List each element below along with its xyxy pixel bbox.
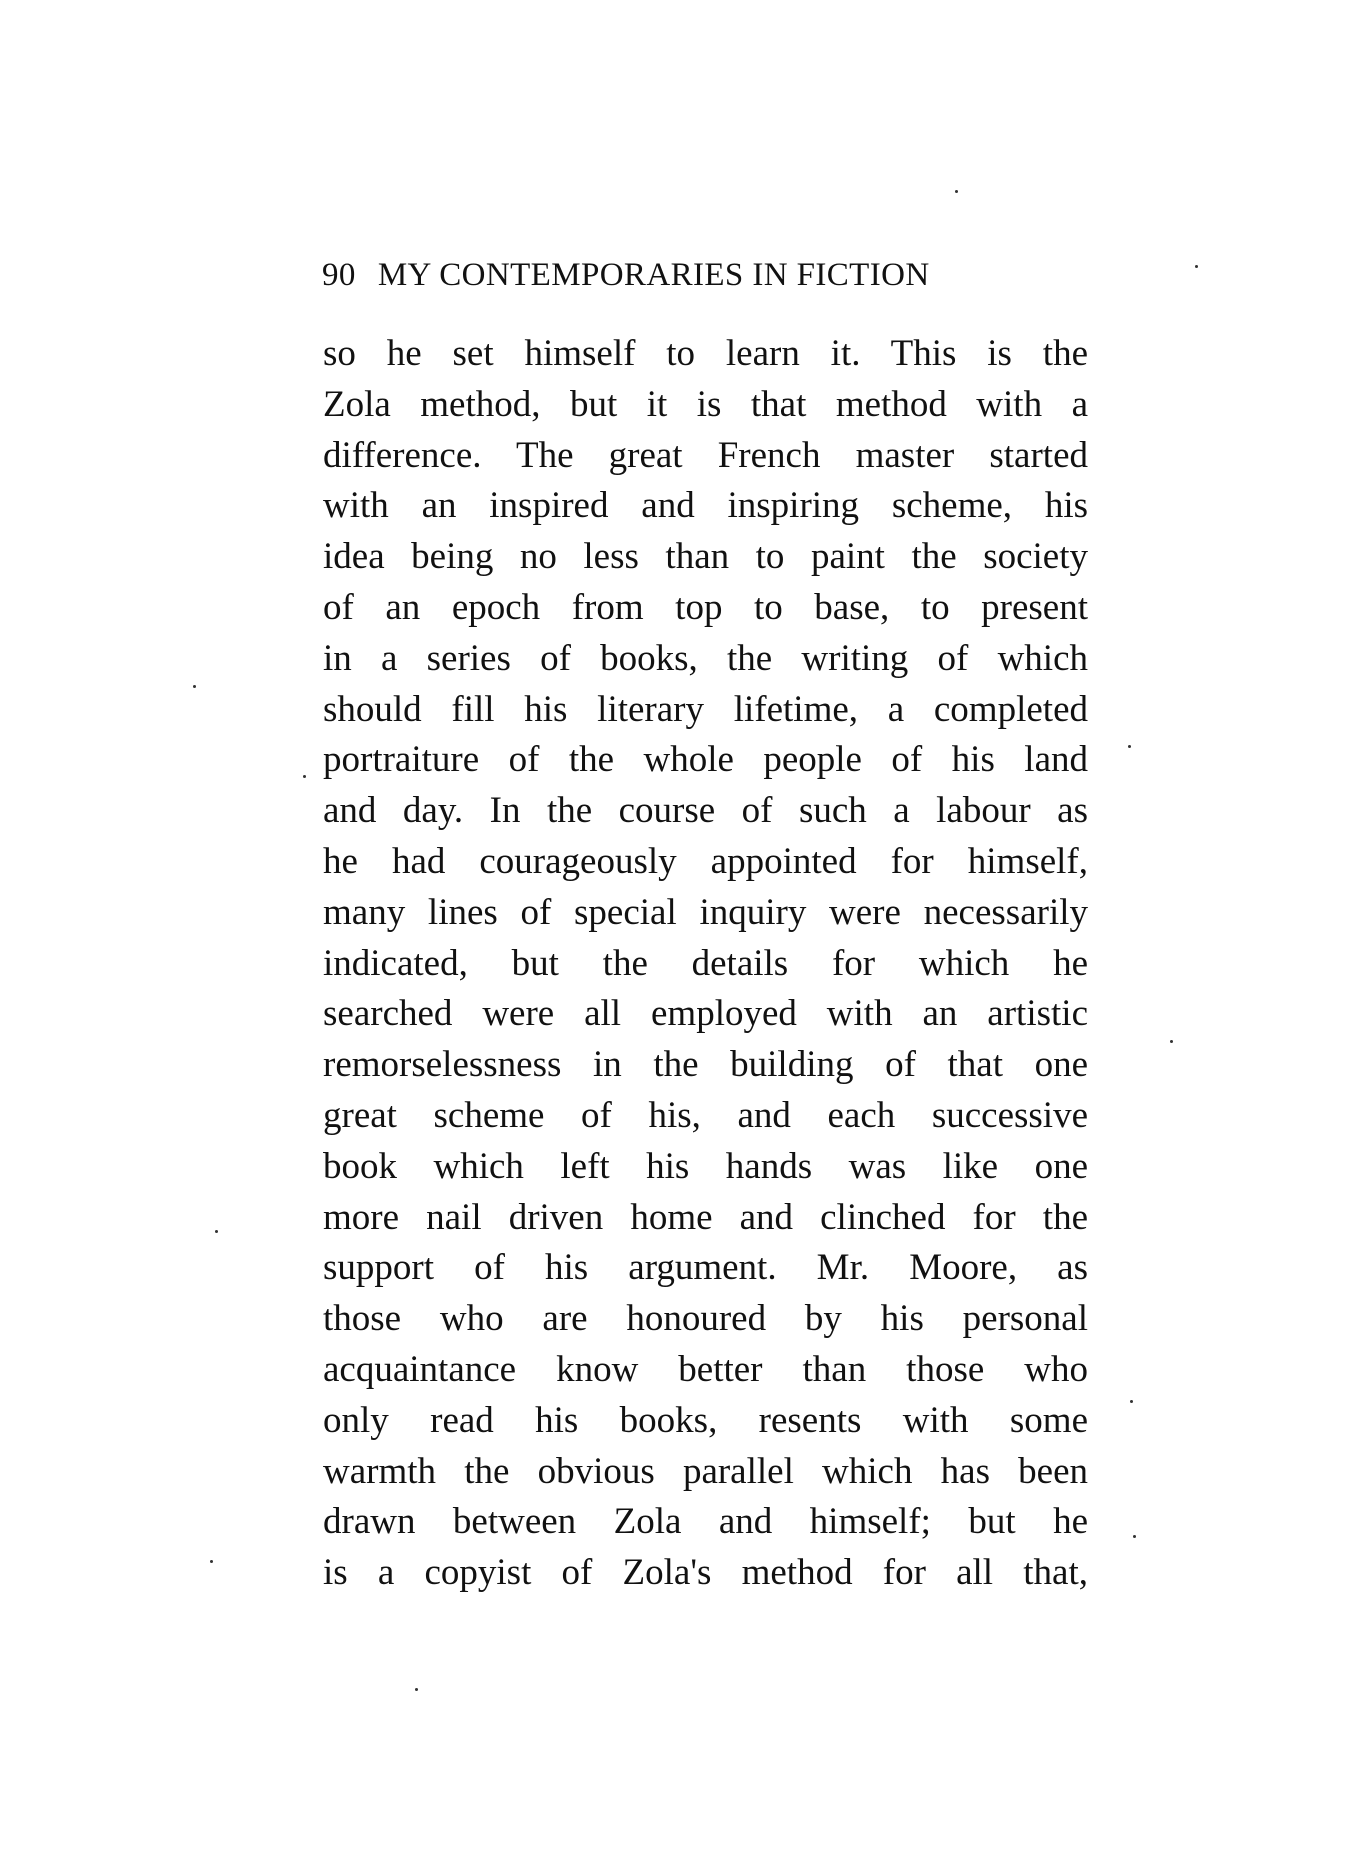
scan-speck xyxy=(193,685,196,688)
text-line: in a series of books, the writing of which xyxy=(323,637,1088,679)
text-line: he had courageously appointed for himself, xyxy=(323,840,1088,882)
text-line: remorselessness in the building of that one xyxy=(323,1044,1088,1086)
text-line: indicated, but the details for which he xyxy=(323,942,1088,984)
text-line: more nail driven home and clinched for the xyxy=(323,1196,1088,1238)
text-line: searched were all employed with an artistic xyxy=(323,993,1088,1035)
text-line: acquaintance know better than those who xyxy=(323,1348,1088,1390)
scan-speck xyxy=(1130,1400,1133,1403)
text-line: drawn between Zola and himself; but he xyxy=(323,1501,1088,1543)
text-line: portraiture of the whole people of his land xyxy=(323,739,1088,781)
text-line: idea being no less than to paint the society xyxy=(323,536,1088,578)
scan-speck xyxy=(215,1230,218,1233)
text-line: is a copyist of Zola's method for all that, xyxy=(323,1552,1088,1594)
text-line: difference. The great French master started xyxy=(323,434,1088,476)
scan-speck xyxy=(955,190,958,193)
text-line: great scheme of his, and each successive xyxy=(323,1094,1088,1136)
text-line: those who are honoured by his personal xyxy=(323,1298,1088,1340)
text-line: with an inspired and inspiring scheme, his xyxy=(323,485,1088,527)
text-line: book which left his hands was like one xyxy=(323,1145,1088,1187)
text-line: Zola method, but it is that method with a xyxy=(323,383,1088,425)
text-line: of an epoch from top to base, to present xyxy=(323,586,1088,628)
text-line: should fill his literary lifetime, a completed xyxy=(323,688,1088,730)
text-line: warmth the obvious parallel which has been xyxy=(323,1450,1088,1492)
text-line: and day. In the course of such a labour as xyxy=(323,790,1088,832)
scan-speck xyxy=(210,1560,213,1563)
text-line: support of his argument. Mr. Moore, as xyxy=(323,1247,1088,1289)
page-number: 90 xyxy=(322,257,356,293)
scan-speck xyxy=(1170,1040,1173,1043)
text-line: only read his books, resents with some xyxy=(323,1399,1088,1441)
text-line: many lines of special inquiry were necessarily xyxy=(323,891,1088,933)
body-text xyxy=(323,329,1088,1599)
running-title: MY CONTEMPORARIES IN FICTION xyxy=(377,257,930,293)
scan-speck xyxy=(1128,745,1131,748)
scan-speck xyxy=(1195,265,1198,268)
scan-speck xyxy=(303,775,306,778)
scan-speck xyxy=(1133,1535,1136,1538)
scan-speck xyxy=(415,1688,418,1691)
text-line: so he set himself to learn it. This is the xyxy=(323,333,1088,374)
running-head xyxy=(322,250,1022,300)
